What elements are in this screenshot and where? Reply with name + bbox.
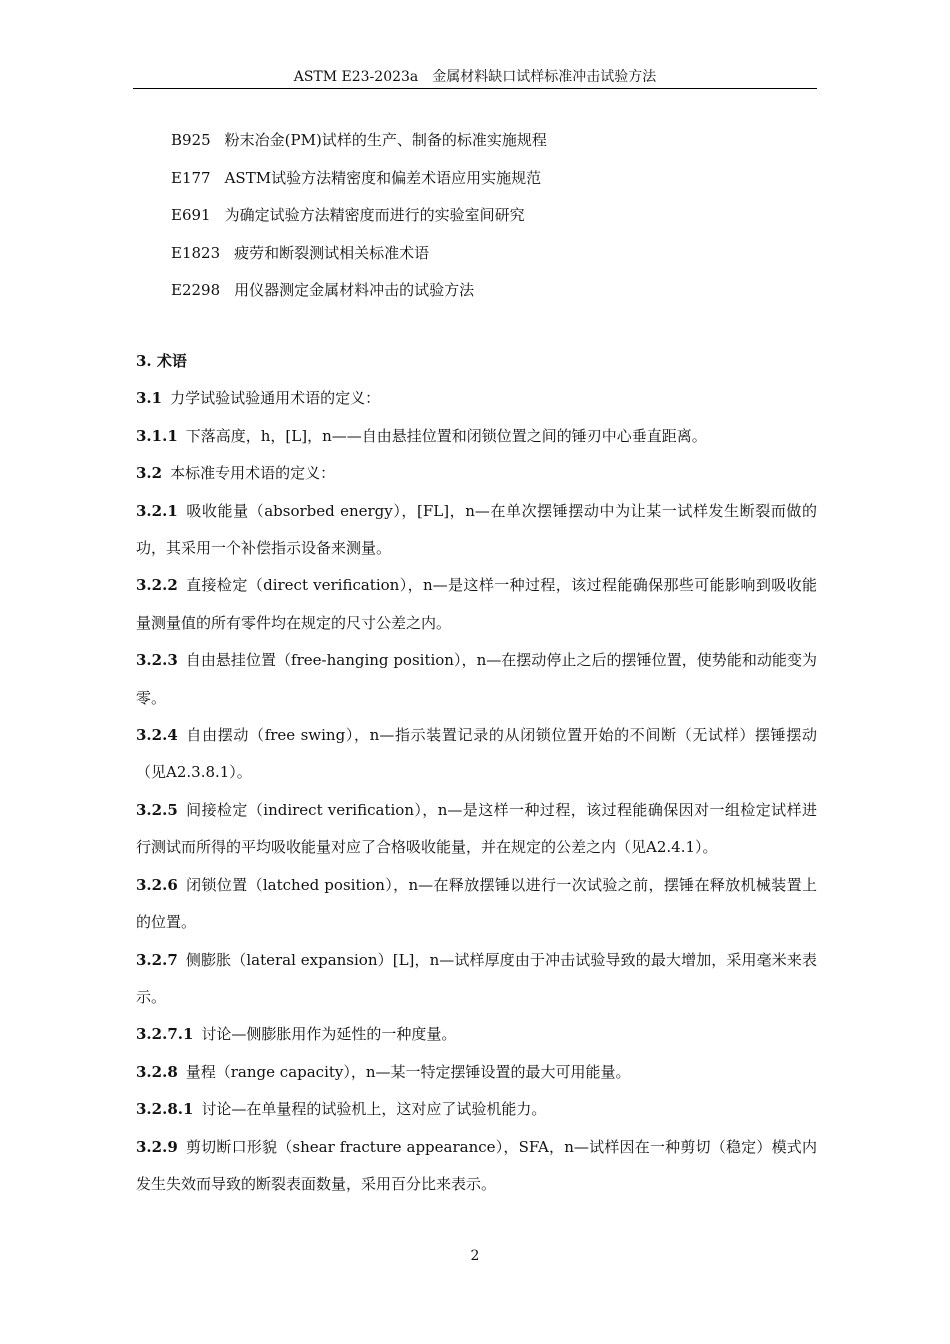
- term-paragraph: [136, 867, 817, 942]
- referenced-documents-list: [171, 122, 811, 310]
- clause-number: 3.2.8: [136, 1062, 178, 1081]
- reference-item: [171, 197, 811, 235]
- clause-text: 自由悬挂位置（free-hanging position），n—在摆动停止之后的摆锤位置，使势能和动能变为零。: [136, 651, 817, 707]
- clause-text: 间接检定（indirect verification），n—是这样一种过程，该过程能确保因对一组检定试样进行测试而所得的平均吸收能量对应了合格吸收能量，并在规定的公差之内（见A2.4.1）。: [136, 800, 817, 857]
- term-paragraph: [136, 567, 817, 642]
- reference-title: 疲劳和断裂测试相关标准术语: [234, 243, 430, 262]
- reference-title: 粉末冶金(PM)试样的生产、制备的标准实施规程: [224, 131, 547, 149]
- reference-item: [171, 235, 811, 273]
- clause-text: 讨论—侧膨胀用作为延性的一种度量。: [201, 1025, 457, 1044]
- clause-number: 3.2.2: [136, 576, 178, 595]
- clause-number: 3.2.7.1: [136, 1025, 194, 1044]
- reference-code: B925: [171, 131, 211, 149]
- term-paragraph: [136, 717, 817, 792]
- section-heading: [136, 343, 817, 380]
- term-paragraph: [136, 493, 817, 568]
- reference-title: ASTM试验方法精密度和偏差术语应用实施规范: [224, 168, 542, 187]
- clause-number: 3.2.1: [136, 501, 178, 520]
- clause-number: 3.2.9: [136, 1137, 178, 1156]
- term-paragraph: [136, 942, 817, 1017]
- reference-item: [171, 122, 811, 160]
- clause-number: 3.2.3: [136, 651, 178, 670]
- clause-text: 下落高度，h，[L]，n——自由悬挂位置和闭锁位置之间的锤刃中心垂直距离。: [185, 426, 707, 445]
- clause-text: 力学试验试验通用术语的定义：: [170, 389, 381, 408]
- running-header: ASTM E23-2023a 金属材料缺口试样标准冲击试验方法: [293, 69, 657, 85]
- section-number: 3.: [136, 352, 152, 370]
- clause-text: 剪切断口形貌（shear fracture appearance），SFA，n—试样因在一种剪切（稳定）模式内发生失效而导致的断裂表面数量，采用百分比来表示。: [136, 1137, 817, 1193]
- reference-title: 为确定试验方法精密度而进行的实验室间研究: [224, 206, 525, 224]
- reference-code: E691: [171, 206, 211, 224]
- clause-text: 讨论—在单量程的试验机上，这对应了试验机能力。: [201, 1100, 547, 1119]
- clause-number: 3.2: [136, 464, 163, 483]
- clause-text: 直接检定（direct verification），n—是这样一种过程，该过程能确保那些可能影响到吸收能量测量值的所有零件均在规定的尺寸公差之内。: [136, 576, 817, 632]
- term-paragraph: [136, 380, 817, 417]
- clause-text: 自由摆动（free swing），n—指示装置记录的从闭锁位置开始的不间断（无试样）摆锤摆动（见A2.3.8.1）。: [136, 726, 817, 782]
- term-paragraph: [136, 1054, 817, 1091]
- reference-code: E2298: [171, 281, 221, 299]
- term-paragraph: [136, 455, 817, 492]
- reference-title: 用仪器测定金属材料冲击的试验方法: [234, 281, 475, 299]
- page-number: 2: [470, 1248, 480, 1264]
- clause-text: 闭锁位置（latched position），n—在释放摆锤以进行一次试验之前，摆锤在释放机械装置上的位置。: [136, 875, 817, 932]
- reference-item: [171, 160, 811, 198]
- clause-number: 3.1: [136, 389, 163, 408]
- clause-number: 3.2.4: [136, 726, 178, 745]
- term-paragraph: [136, 1091, 817, 1128]
- clause-number: 3.2.5: [136, 800, 178, 819]
- term-paragraph: [136, 1129, 817, 1204]
- reference-code: E177: [171, 168, 211, 187]
- clause-text: 本标准专用术语的定义：: [170, 464, 336, 483]
- terminology-section: [136, 343, 817, 1203]
- header-rule: [133, 88, 817, 89]
- clause-number: 3.2.8.1: [136, 1100, 194, 1119]
- term-paragraph: [136, 418, 817, 455]
- clause-text: 量程（range capacity），n—某一特定摆锤设置的最大可用能量。: [185, 1062, 631, 1081]
- clause-text: 侧膨胀（lateral expansion）[L]，n—试样厚度由于冲击试验导致的最大增加，采用毫米来表示。: [136, 950, 817, 1006]
- clause-text: 吸收能量（absorbed energy），[FL]，n—在单次摆锤摆动中为让某一试样发生断裂而做的功，其采用一个补偿指示设备来测量。: [136, 501, 817, 558]
- clause-number: 3.1.1: [136, 426, 178, 445]
- term-paragraph: [136, 792, 817, 867]
- clause-number: 3.2.7: [136, 950, 178, 969]
- term-paragraph: [136, 1016, 817, 1053]
- section-title: 术语: [156, 352, 187, 370]
- clause-number: 3.2.6: [136, 875, 178, 894]
- reference-code: E1823: [171, 243, 221, 262]
- term-paragraph: [136, 642, 817, 717]
- reference-item: [171, 272, 811, 310]
